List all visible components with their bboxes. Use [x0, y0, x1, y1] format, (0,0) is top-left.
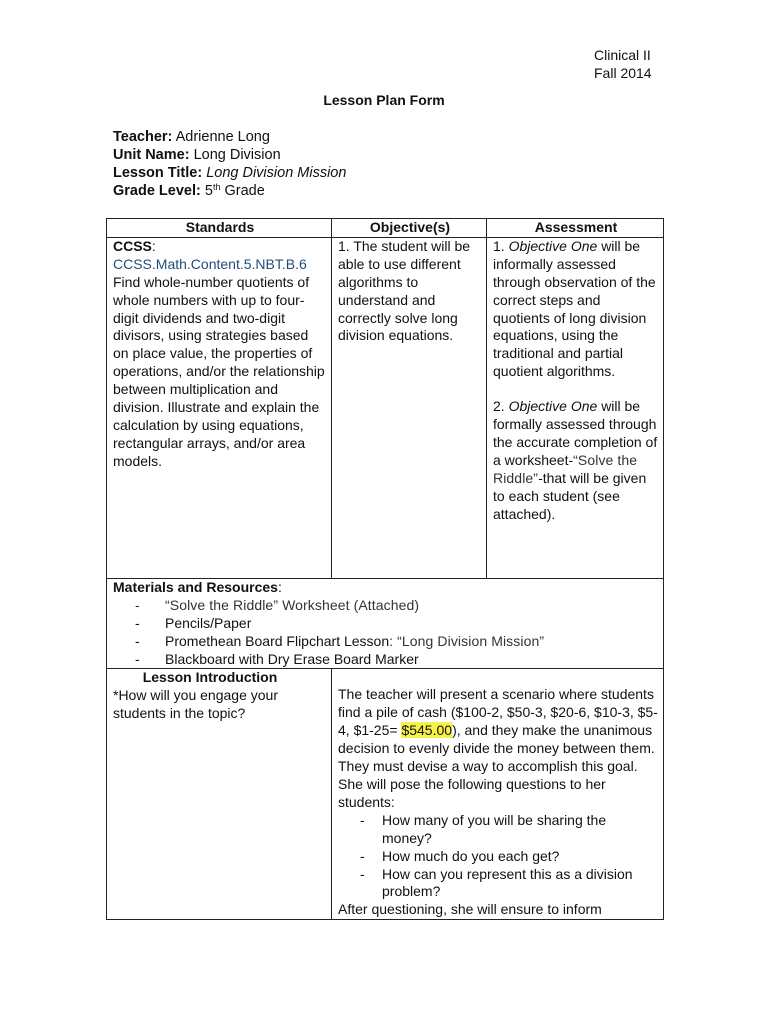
- course-name: Clinical II: [594, 47, 651, 63]
- assessment-2-number: 2.: [493, 398, 505, 415]
- flipchart-title: : “Long Division Mission”: [389, 632, 545, 649]
- grade-label: Grade Level:: [113, 183, 201, 199]
- assessment-1-text: will be informally assessed through observation of the correct steps and quotients of long division equations, using the traditional and partial quotient algorithms.: [493, 237, 656, 380]
- questions-list: [338, 812, 659, 902]
- materials-colon: :: [277, 578, 282, 595]
- intro-text-b: ), and they make the unanimous decision to evenly divide the money between them. They must devise a way to accomplish this goal. She will pose the following questions to her students:: [338, 722, 655, 810]
- list-item: - “Solve the Riddle” Worksheet (Attached): [113, 597, 659, 615]
- assessment-item-1: [493, 238, 659, 381]
- assessment-1-objective: Objective One: [508, 237, 598, 254]
- objectives-cell: [332, 237, 487, 578]
- title-label: Lesson Title:: [113, 165, 203, 181]
- objectives-header: Objective(s): [332, 219, 487, 238]
- ccss-colon: :: [151, 237, 156, 254]
- assessment-2-text-b: -that will be given to each student (see attached).: [493, 469, 647, 522]
- materials-cell: [107, 578, 664, 669]
- lesson-intro-row: [107, 669, 664, 920]
- intro-scenario: [338, 686, 659, 811]
- list-item: - How can you represent this as a division problem?: [338, 866, 659, 902]
- worksheet-name: “Solve the Riddle”: [493, 451, 638, 486]
- intro-right-cell: [332, 669, 664, 920]
- standard-text: Find whole-number quotients of whole numbers with up to four-digit dividends and two-digit divisors, using strategies based on place value, the properties of operations, and/or the relationship between multiplication and division. Illustrate and explain the calculation by using equations, rectangular arrays, and/or area models.: [113, 273, 325, 469]
- standards-row: [107, 237, 664, 578]
- grade-word: Grade: [224, 183, 265, 199]
- intro-left-cell: [107, 669, 332, 920]
- form-title: Lesson Plan Form: [323, 92, 445, 108]
- assessment-cell: [487, 237, 664, 578]
- intro-heading: Lesson Introduction: [142, 669, 278, 686]
- table-header-row: [107, 219, 664, 238]
- lesson-info: [113, 128, 346, 200]
- materials-label: Materials and Resources: [113, 578, 278, 595]
- materials-row: [107, 578, 664, 669]
- intro-prompt: *How will you engage your students in the topic?: [113, 687, 278, 722]
- lesson-plan-table: [106, 218, 664, 920]
- grade-number: 5: [204, 183, 213, 199]
- assessment-2-text-a: will be formally assessed through the accurate completion of a worksheet-: [493, 398, 658, 468]
- flipchart-label: Promethean Board Flipchart Lesson: [165, 632, 390, 649]
- title-value: Long Division Mission: [206, 165, 347, 181]
- unit-label: Unit Name:: [113, 147, 190, 163]
- list-item: - How many of you will be sharing the money?: [338, 812, 659, 848]
- intro-text-a: The teacher will present a scenario where students find a pile of cash ($100-2, $50-3, $20-6, $10-3, $5-4, $1-25=: [338, 686, 658, 739]
- ccss-heading: [113, 238, 327, 256]
- term: Fall 2014: [594, 65, 652, 81]
- assessment-item-2: [493, 398, 659, 523]
- unit-line: [113, 146, 346, 164]
- list-item: [113, 633, 659, 651]
- ccss-label: CCSS: [113, 237, 152, 254]
- standards-cell: [107, 237, 332, 578]
- teacher-label: Teacher:: [113, 129, 173, 145]
- ccss-code-link[interactable]: CCSS.Math.Content.5.NBT.B.6: [113, 255, 307, 272]
- assessment-header: Assessment: [487, 219, 664, 238]
- total-highlight: $545.00: [401, 722, 453, 739]
- materials-list: [113, 597, 659, 669]
- teacher-value: Adrienne Long: [175, 129, 270, 145]
- materials-heading: [113, 579, 659, 597]
- list-item: - How much do you each get?: [338, 848, 659, 866]
- assessment-2-objective: Objective One: [508, 398, 598, 415]
- standards-header: Standards: [107, 219, 332, 238]
- list-item: - Pencils/Paper: [113, 615, 659, 633]
- header-block: [594, 46, 652, 82]
- list-item: - Blackboard with Dry Erase Board Marker: [113, 651, 659, 669]
- intro-closing: After questioning, she will ensure to inform: [338, 901, 602, 918]
- teacher-line: [113, 128, 346, 146]
- unit-value: Long Division: [193, 147, 281, 163]
- grade-suffix: th: [212, 182, 221, 192]
- grade-line: [113, 182, 346, 200]
- spacer: [493, 381, 659, 398]
- spacer: [338, 669, 659, 686]
- objective-text: 1. The student will be able to use different algorithms to understand and correctly solve long division equations.: [338, 237, 471, 344]
- assessment-1-number: 1.: [493, 237, 505, 254]
- title-line: [113, 164, 346, 182]
